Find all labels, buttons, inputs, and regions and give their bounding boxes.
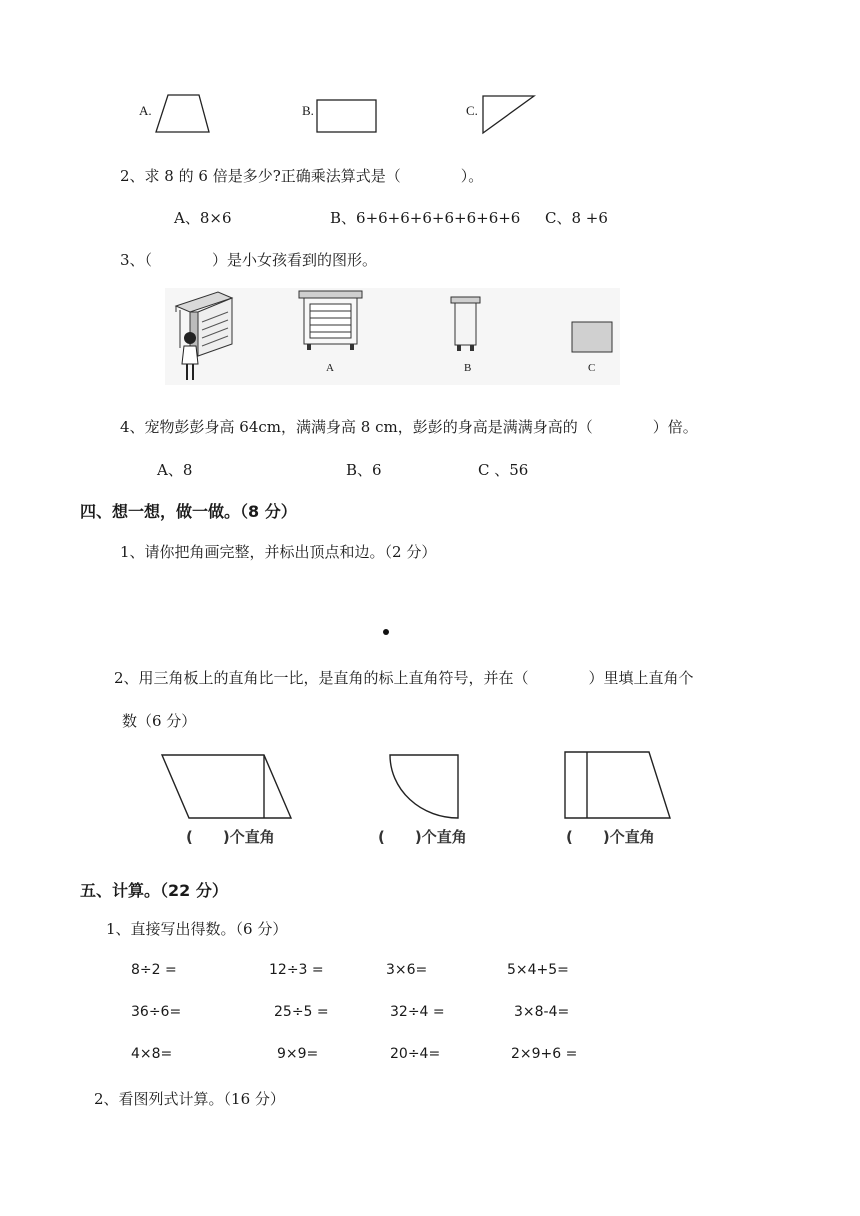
angle-count-label-3: ( )个直角 [566, 828, 655, 846]
triangle-shape [481, 94, 537, 136]
view-label-a: A [326, 362, 334, 374]
section-4-item-2-line-1: 2、用三角板上的直角比一比，是直角的标上直角符号，并在（ ）里填上直角个 [114, 669, 694, 687]
calc-r3-c2: 9×9= [277, 1046, 319, 1062]
calc-r1-c3: 3×6= [386, 962, 428, 978]
question-4-text: 4、宠物彭彭身高 64cm，满满身高 8 cm，彭彭的身高是满满身高的（ ）倍。 [120, 418, 698, 436]
section-5-item-2: 2、看图列式计算。（16 分） [94, 1090, 285, 1108]
calc-r3-c3: 20÷4= [390, 1046, 441, 1062]
section-4-title: 四、想一想，做一做。（8 分） [80, 502, 297, 521]
calc-r1-c2: 12÷3 = [269, 962, 324, 978]
q4-option-a: A、8 [157, 461, 193, 479]
rectangle-shape [316, 99, 378, 135]
view-label-b: B [464, 362, 472, 374]
section-5-title: 五、计算。（22 分） [80, 881, 228, 900]
parallelogram-figure [160, 752, 294, 822]
q4-option-b: B、6 [346, 461, 382, 479]
option-b-label: B. [302, 103, 314, 118]
q2-option-c: C、8 +6 [545, 209, 608, 227]
calc-r3-c4: 2×9+6 = [511, 1046, 578, 1062]
section-5-item-1: 1、直接写出得数。（6 分） [106, 920, 288, 938]
option-a-label: A. [139, 103, 152, 118]
q4-option-c: C 、56 [478, 461, 529, 479]
calc-r1-c1: 8÷2 = [131, 962, 177, 978]
vertex-dot [383, 629, 389, 635]
front-view-drawing [298, 290, 364, 352]
option-c-label: C. [466, 103, 478, 118]
angle-count-label-2: ( )个直角 [378, 828, 467, 846]
trapezoid-shape [155, 94, 211, 136]
calc-r2-c1: 36÷6= [131, 1004, 182, 1020]
q2-option-b: B、6+6+6+6+6+6+6+6 [330, 209, 521, 227]
q2-option-a: A、8×6 [174, 209, 232, 227]
section-4-item-1: 1、请你把角画完整，并标出顶点和边。（2 分） [120, 543, 437, 561]
side-view-drawing [450, 296, 482, 354]
calc-r2-c3: 32÷4 = [390, 1004, 445, 1020]
calc-r2-c4: 3×8-4= [514, 1004, 570, 1020]
question-2-text: 2、求 8 的 6 倍是多少?正确乘法算式是（ ）。 [120, 167, 484, 185]
question-3-text: 3、（ ）是小女孩看到的图形。 [120, 251, 378, 269]
view-label-c: C [588, 362, 596, 374]
cabinet-with-girl-illustration [170, 288, 240, 384]
section-4-item-2-line-2: 数（6 分） [122, 712, 197, 730]
right-trapezoid-figure [563, 750, 673, 822]
angle-count-label-1: ( )个直角 [186, 828, 275, 846]
top-view-drawing [571, 321, 615, 355]
quarter-circle-figure [388, 752, 462, 822]
calc-r1-c4: 5×4+5= [507, 962, 569, 978]
calc-r2-c2: 25÷5 = [274, 1004, 329, 1020]
calc-r3-c1: 4×8= [131, 1046, 173, 1062]
